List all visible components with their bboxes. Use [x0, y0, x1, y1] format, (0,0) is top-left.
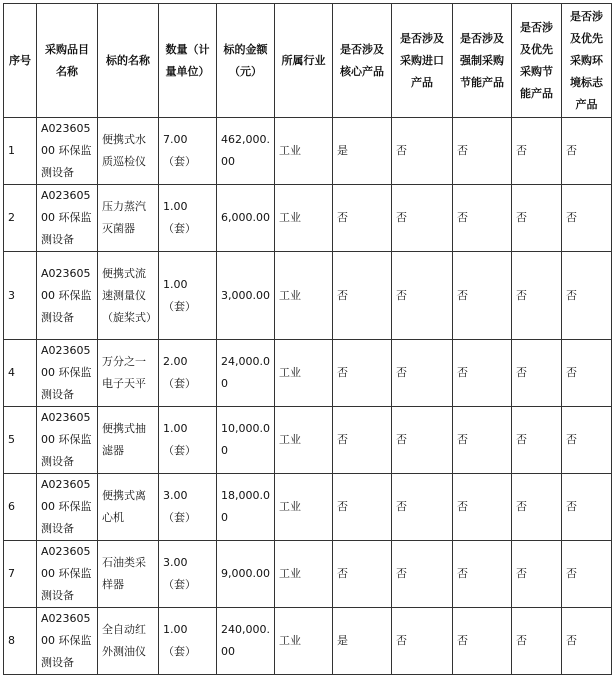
cell-env: 否	[562, 118, 612, 185]
header-row	[4, 4, 612, 118]
cell-seq: 6	[4, 474, 37, 541]
cell-priority-energy: 否	[512, 608, 562, 675]
cell-amount: 18,000.00	[217, 474, 275, 541]
cell-quantity: 3.00（套）	[159, 474, 217, 541]
cell-seq: 4	[4, 340, 37, 407]
cell-name: 便携式离心机	[98, 474, 159, 541]
header-item-category: 采购品目名称	[37, 4, 98, 118]
cell-energy: 否	[453, 252, 512, 340]
cell-name: 万分之一电子天平	[98, 340, 159, 407]
cell-import: 否	[392, 118, 453, 185]
header-priority-energy: 是否涉及优先采购节能产品	[512, 4, 562, 118]
cell-import: 否	[392, 608, 453, 675]
table-row	[4, 118, 612, 185]
cell-category: A02360500 环保监测设备	[37, 185, 98, 252]
table-row	[4, 340, 612, 407]
cell-seq: 3	[4, 252, 37, 340]
header-seq: 序号	[4, 4, 37, 118]
cell-env: 否	[562, 474, 612, 541]
cell-amount: 9,000.00	[217, 541, 275, 608]
cell-energy: 否	[453, 474, 512, 541]
cell-energy: 否	[453, 608, 512, 675]
cell-seq: 1	[4, 118, 37, 185]
cell-name: 便携式流速测量仪（旋桨式）	[98, 252, 159, 340]
header-import-product: 是否涉及采购进口产品	[392, 4, 453, 118]
cell-industry: 工业	[275, 541, 333, 608]
cell-energy: 否	[453, 407, 512, 474]
cell-quantity: 1.00（套）	[159, 252, 217, 340]
cell-energy: 否	[453, 340, 512, 407]
cell-category: A02360500 环保监测设备	[37, 608, 98, 675]
cell-core: 否	[333, 407, 392, 474]
table-row	[4, 407, 612, 474]
cell-energy: 否	[453, 541, 512, 608]
cell-priority-energy: 否	[512, 185, 562, 252]
cell-industry: 工业	[275, 407, 333, 474]
cell-core: 否	[333, 340, 392, 407]
cell-core: 是	[333, 608, 392, 675]
cell-amount: 24,000.00	[217, 340, 275, 407]
cell-category: A02360500 环保监测设备	[37, 252, 98, 340]
cell-industry: 工业	[275, 474, 333, 541]
cell-amount: 462,000.00	[217, 118, 275, 185]
cell-category: A02360500 环保监测设备	[37, 541, 98, 608]
cell-category: A02360500 环保监测设备	[37, 407, 98, 474]
header-industry: 所属行业	[275, 4, 333, 118]
cell-import: 否	[392, 340, 453, 407]
cell-seq: 2	[4, 185, 37, 252]
cell-quantity: 1.00（套）	[159, 185, 217, 252]
table-row	[4, 252, 612, 340]
cell-env: 否	[562, 252, 612, 340]
cell-category: A02360500 环保监测设备	[37, 474, 98, 541]
header-env-label: 是否涉及优先采购环境标志产品	[562, 4, 612, 118]
header-quantity: 数量（计量单位）	[159, 4, 217, 118]
cell-env: 否	[562, 407, 612, 474]
cell-import: 否	[392, 185, 453, 252]
cell-amount: 240,000.00	[217, 608, 275, 675]
cell-core: 否	[333, 541, 392, 608]
table-row	[4, 474, 612, 541]
table-body	[4, 118, 612, 675]
cell-amount: 3,000.00	[217, 252, 275, 340]
cell-quantity: 2.00（套）	[159, 340, 217, 407]
cell-industry: 工业	[275, 252, 333, 340]
cell-priority-energy: 否	[512, 474, 562, 541]
cell-env: 否	[562, 185, 612, 252]
cell-name: 石油类采样器	[98, 541, 159, 608]
cell-priority-energy: 否	[512, 407, 562, 474]
cell-import: 否	[392, 474, 453, 541]
cell-energy: 否	[453, 118, 512, 185]
cell-quantity: 7.00（套）	[159, 118, 217, 185]
cell-env: 否	[562, 608, 612, 675]
cell-import: 否	[392, 252, 453, 340]
cell-quantity: 1.00（套）	[159, 407, 217, 474]
cell-quantity: 3.00（套）	[159, 541, 217, 608]
cell-env: 否	[562, 541, 612, 608]
cell-import: 否	[392, 541, 453, 608]
cell-seq: 8	[4, 608, 37, 675]
cell-category: A02360500 环保监测设备	[37, 118, 98, 185]
cell-name: 便携式抽滤器	[98, 407, 159, 474]
cell-core: 是	[333, 118, 392, 185]
cell-seq: 5	[4, 407, 37, 474]
cell-quantity: 1.00（套）	[159, 608, 217, 675]
procurement-table	[3, 3, 612, 675]
cell-industry: 工业	[275, 608, 333, 675]
cell-amount: 6,000.00	[217, 185, 275, 252]
cell-name: 全自动红外测油仪	[98, 608, 159, 675]
cell-amount: 10,000.00	[217, 407, 275, 474]
cell-seq: 7	[4, 541, 37, 608]
cell-industry: 工业	[275, 118, 333, 185]
cell-core: 否	[333, 474, 392, 541]
cell-priority-energy: 否	[512, 118, 562, 185]
cell-priority-energy: 否	[512, 541, 562, 608]
cell-env: 否	[562, 340, 612, 407]
cell-priority-energy: 否	[512, 252, 562, 340]
cell-core: 否	[333, 185, 392, 252]
table-row	[4, 608, 612, 675]
cell-category: A02360500 环保监测设备	[37, 340, 98, 407]
table-row	[4, 185, 612, 252]
header-mandatory-energy: 是否涉及强制采购节能产品	[453, 4, 512, 118]
cell-priority-energy: 否	[512, 340, 562, 407]
header-core-product: 是否涉及核心产品	[333, 4, 392, 118]
header-item-name: 标的名称	[98, 4, 159, 118]
table-row	[4, 541, 612, 608]
cell-core: 否	[333, 252, 392, 340]
cell-import: 否	[392, 407, 453, 474]
cell-energy: 否	[453, 185, 512, 252]
header-amount: 标的金额（元）	[217, 4, 275, 118]
cell-name: 压力蒸汽灭菌器	[98, 185, 159, 252]
cell-name: 便携式水质巡检仪	[98, 118, 159, 185]
cell-industry: 工业	[275, 185, 333, 252]
cell-industry: 工业	[275, 340, 333, 407]
